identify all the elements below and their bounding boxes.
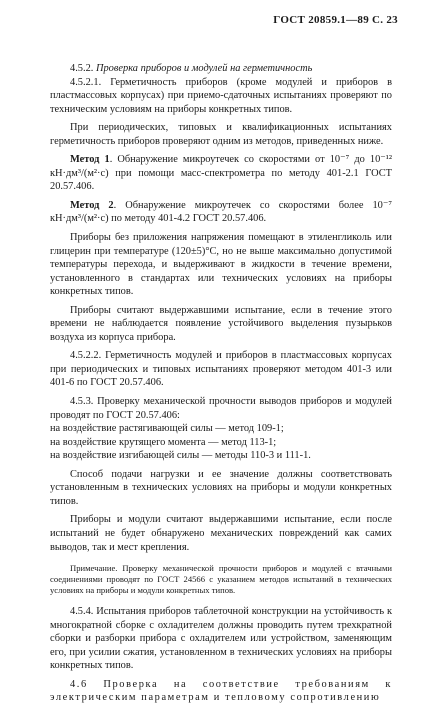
section-4-5-2-1: 4.5.2.1. Герметичность приборов (кроме модулей и приборов в пластмассовых корпусах) при приемо-сдаточных испытаниях проверяют по техническим условиям на приборы конкретных типов. <box>50 76 392 115</box>
method-2-label: Метод 2 <box>70 199 114 211</box>
page-header: ГОСТ 20859.1—89 С. 23 <box>273 14 398 26</box>
list-item: на воздействие изгибающей силы — методы 110-3 и 111-1. <box>50 450 311 462</box>
paragraph-immersion: Приборы без приложения напряжения помещают в этиленгликоль или глицерин при температуре (120±5)°С, но не выше максимально допустимой температуры перехода, и выдерживают в жидкости в течение времени, установленного в стандартах или технических условиях на приборы конкретных типов. <box>50 232 392 298</box>
paragraph-load: Способ подачи нагрузки и ее значение должны соответствовать установленным в технических условиях на приборы и модули конкретных типов. <box>50 468 392 507</box>
section-title: Проверка приборов и модулей на герметичность <box>95 63 313 74</box>
paragraph-periodic: При периодических, типовых и квалификационных испытаниях герметичность приборов проверяют одним из методов, приведенных ниже. <box>50 122 392 147</box>
list-item: на воздействие растягивающей силы — метод 109-1; <box>50 423 284 435</box>
section-4-5-3: 4.5.3. Проверку механической прочности выводов приборов и модулей проводят по ГОСТ 20.57.406: <box>50 396 392 421</box>
section-4-5-2-2: 4.5.2.2. Герметичность модулей и приборов в пластмассовых корпусах при периодических и типовых испытаниях проверяют методом 401-3 или 401-6 по ГОСТ 20.57.406. <box>50 350 392 389</box>
method-1-label: Метод 1 <box>70 154 110 166</box>
section-4-6: 4.6 Проверка на соответствие требованиям к электрическим параметрам и тепловому сопротивлению <box>50 678 392 704</box>
note: Примечание. Проверку механической прочности приборов и модулей с втачными соединениями проводят по ГОСТ 24566 с указанием методов испытаний в технических условиях на приборы и модули конкретных типов. <box>50 563 392 596</box>
method-2: Метод 2. Обнаружение микроутечек со скоростями более 10⁻⁷ кН·дм³/(м²·с) по методу 401-4.2 ГОСТ 20.57.406. <box>50 199 392 225</box>
section-4-5-2-heading: 4.5.2. Проверка приборов и модулей на герметичность <box>70 63 313 74</box>
list-item: на воздействие крутящего момента — метод 113-1; <box>50 436 277 448</box>
page-content <box>50 62 392 705</box>
paragraph-passed: Приборы считают выдержавшими испытание, если в течение этого времени не наблюдается появление устойчивого выделения пузырьков воздуха из корпуса прибора. <box>50 304 392 343</box>
method-1: Метод 1. Обнаружение микроутечек со скоростями от 10⁻⁷ до 10⁻¹² кН·дм³/(м²·с) при помощи масс-спектрометра по методу 401-2.1 ГОСТ 20.57.406. <box>50 154 392 193</box>
method-list <box>50 422 392 463</box>
section-4-5-4: 4.5.4. Испытания приборов таблеточной конструкции на устойчивость к многократной сборке с охладителем должны проводить путем трехкратной сборки и разборки прибора с охладителем или устройством, заменяющим его, при усилии сжатия, установленном в технических условиях на приборы конкретных типов. <box>50 606 392 672</box>
paragraph-devices-pass: Приборы и модули считают выдержавшими испытание, если после испытаний не будет обнаружено механических повреждений как самих выводов, так и мест крепления. <box>50 514 392 553</box>
